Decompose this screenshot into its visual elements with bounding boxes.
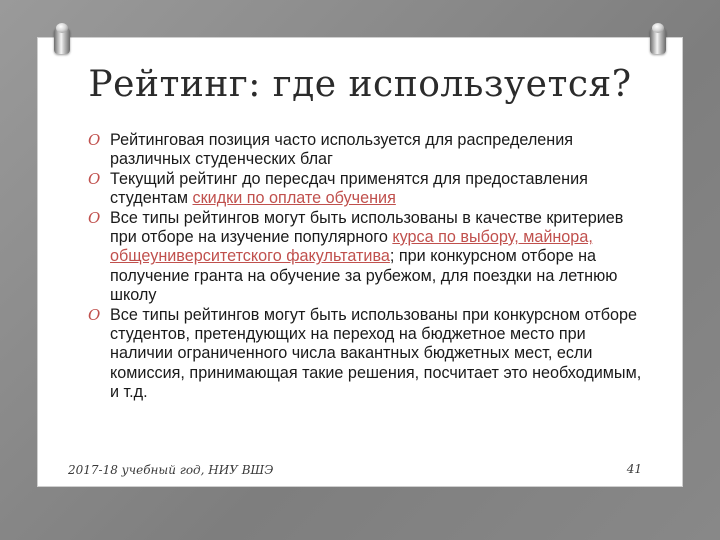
- bullet-text: Все типы рейтингов могут быть использованы в качестве критериев при отборе на изучение популярного: [110, 208, 624, 247]
- bullet-item: [90, 209, 650, 306]
- slide-page-number: 41: [626, 462, 642, 476]
- pushpin-icon: [650, 28, 666, 54]
- bullet-marker-icon: O: [88, 131, 101, 149]
- bullet-item: [90, 306, 650, 403]
- bullet-marker-icon: O: [88, 208, 101, 227]
- bullet-item: [90, 170, 650, 209]
- slide-footer: 2017-18 учебный год, НИУ ВШЭ: [68, 463, 274, 477]
- slide-title: Рейтинг: где используется?: [88, 64, 632, 105]
- bullet-marker-icon: O: [88, 169, 101, 188]
- bullet-item: [90, 131, 650, 170]
- elective-course-link[interactable]: курса по выбору, майнора, общеуниверситетского факультатива: [110, 228, 593, 266]
- slide-card: [38, 38, 682, 486]
- pushpin-icon: [54, 28, 70, 54]
- bullet-text: Все типы рейтингов могут быть использованы при конкурсном отборе студентов, претендующих на переход на бюджетное место при наличии ограниченного числа вакантных бюджетных мест, если комиссия, принимающая такие решения, посчитает это необходимым, и т.д.: [110, 305, 642, 402]
- tuition-discount-link[interactable]: скидки по оплате обучения: [192, 189, 396, 208]
- bullet-text: ; при конкурсном отборе на получение гранта на обучение за рубежом, для поездки на летнюю школу: [110, 247, 618, 305]
- bullet-marker-icon: O: [88, 305, 101, 324]
- bullet-text: Рейтинговая позиция часто используется для распределения различных студенческих благ: [110, 131, 574, 169]
- bullet-text: Текущий рейтинг до пересдач применятся для предоставления студентам: [110, 169, 588, 208]
- bullet-list: [90, 131, 650, 403]
